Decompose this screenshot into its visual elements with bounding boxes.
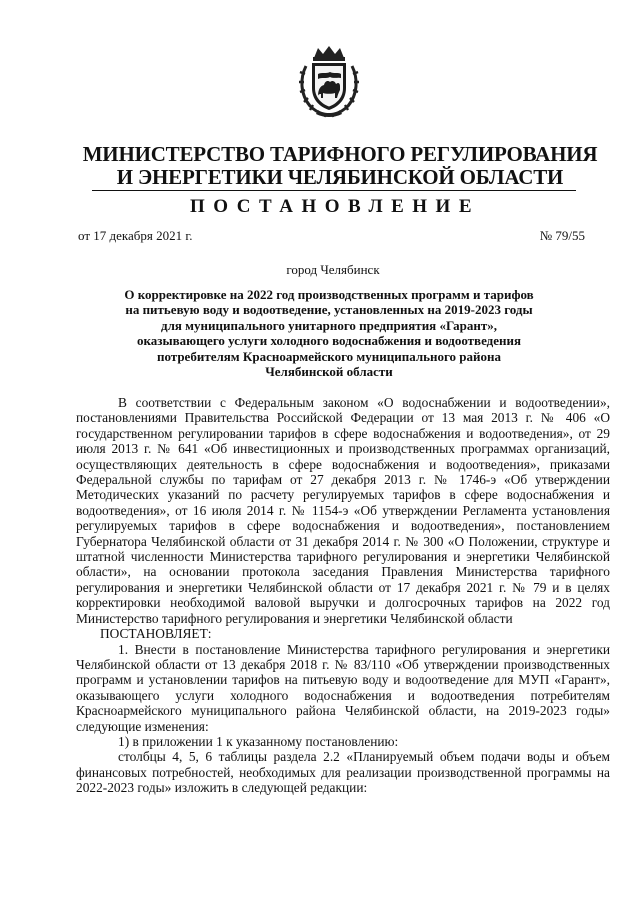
item-1-paragraph: 1. Внести в постановление Министерства тарифного регулирования и энергетики Челябинской области от 13 декабря 2018 г. № 83/110 «Об утверждении производственных программ и установлении тарифов на питьевую воду и водоотведение для МУП «Гарант», оказывающего услуги холодного водоснабжения и водоотведения потребителям Красноармейского муниципального района Челябинской области, на 2019-2023 годы» следующие изменения:	[76, 641, 610, 734]
subject-line: Челябинской области	[265, 364, 393, 380]
coat-of-arms-icon	[296, 44, 362, 118]
subject-line: на питьевую воду и водоотведение, установленных на 2019-2023 годы	[125, 302, 533, 318]
document-date: от 17 декабря 2021 г.	[78, 228, 193, 243]
item-1-1-paragraph: 1) в приложении 1 к указанному постановлению:	[118, 733, 399, 749]
header-divider	[92, 190, 576, 191]
document-subject	[98, 287, 560, 379]
resolves-heading: ПОСТАНОВЛЯЕТ:	[100, 626, 212, 642]
subject-line: для муниципального унитарного предприятия «Гарант»,	[161, 317, 497, 333]
subject-line: О корректировке на 2022 год производственных программ и тарифов	[124, 287, 534, 302]
document-type-title: ПОСТАНОВЛЕНИЕ	[189, 196, 481, 217]
document-number: № 79/55	[539, 228, 585, 243]
document-city: город Челябинск	[286, 262, 380, 277]
ministry-name-line-1: МИНИСТЕРСТВО ТАРИФНОГО РЕГУЛИРОВАНИЯ	[82, 142, 598, 166]
subject-line: потребителям Красноармейского муниципального района	[156, 348, 502, 364]
item-1-1-text-paragraph: столбцы 4, 5, 6 таблицы раздела 2.2 «Планируемый объем подачи воды и объем финансовых потребностей, необходимых для реализации производственной программы на 2022-2023 годы» изложить в следующей редакции:	[76, 749, 610, 796]
ministry-name-line-2: И ЭНЕРГЕТИКИ ЧЕЛЯБИНСКОЙ ОБЛАСТИ	[116, 165, 564, 189]
preamble-paragraph: В соответствии с Федеральным законом «О водоснабжении и водоотведении», постановлениями Правительства Российской Федерации от 13 мая 2013 г. № 406 «О государственном регулировании тарифов в сфере водоснабжения и водоотведения», от 29 июля 2013 г. № 641 «Об инвестиционных и производственных программах организаций, осуществляющих деятельность в сфере водоснабжения и водоотведения», приказами Федеральной службы по тарифам от 27 декабря 2013 г. № 1746-э «Об утверждении Методических указаний по расчету регулируемых тарифов в сфере водоснабжения и водоотведения», от 16 июля 2014 г. № 1154-э «Об утверждении Регламента установления регулируемых тарифов в сфере водоснабжения и водоотведения», постановлением Губернатора Челябинской области от 31 декабря 2014 г. № 300 «О Положении, структуре и штатной численности Министерства тарифного регулирования и энергетики Челябинской области», на основании протокола заседания Правления Министерства тарифного регулирования и энергетики Челябинской области от 17 декабря 2021 г. № 79 и в целях корректировки необходимой валовой выручки и долгосрочных тарифов на 2022 год Министерство тарифного регулирования и энергетики Челябинской области	[76, 395, 610, 626]
subject-line: оказывающего услуги холодного водоснабжения и водоотведения	[136, 333, 522, 349]
document-body	[76, 395, 610, 796]
